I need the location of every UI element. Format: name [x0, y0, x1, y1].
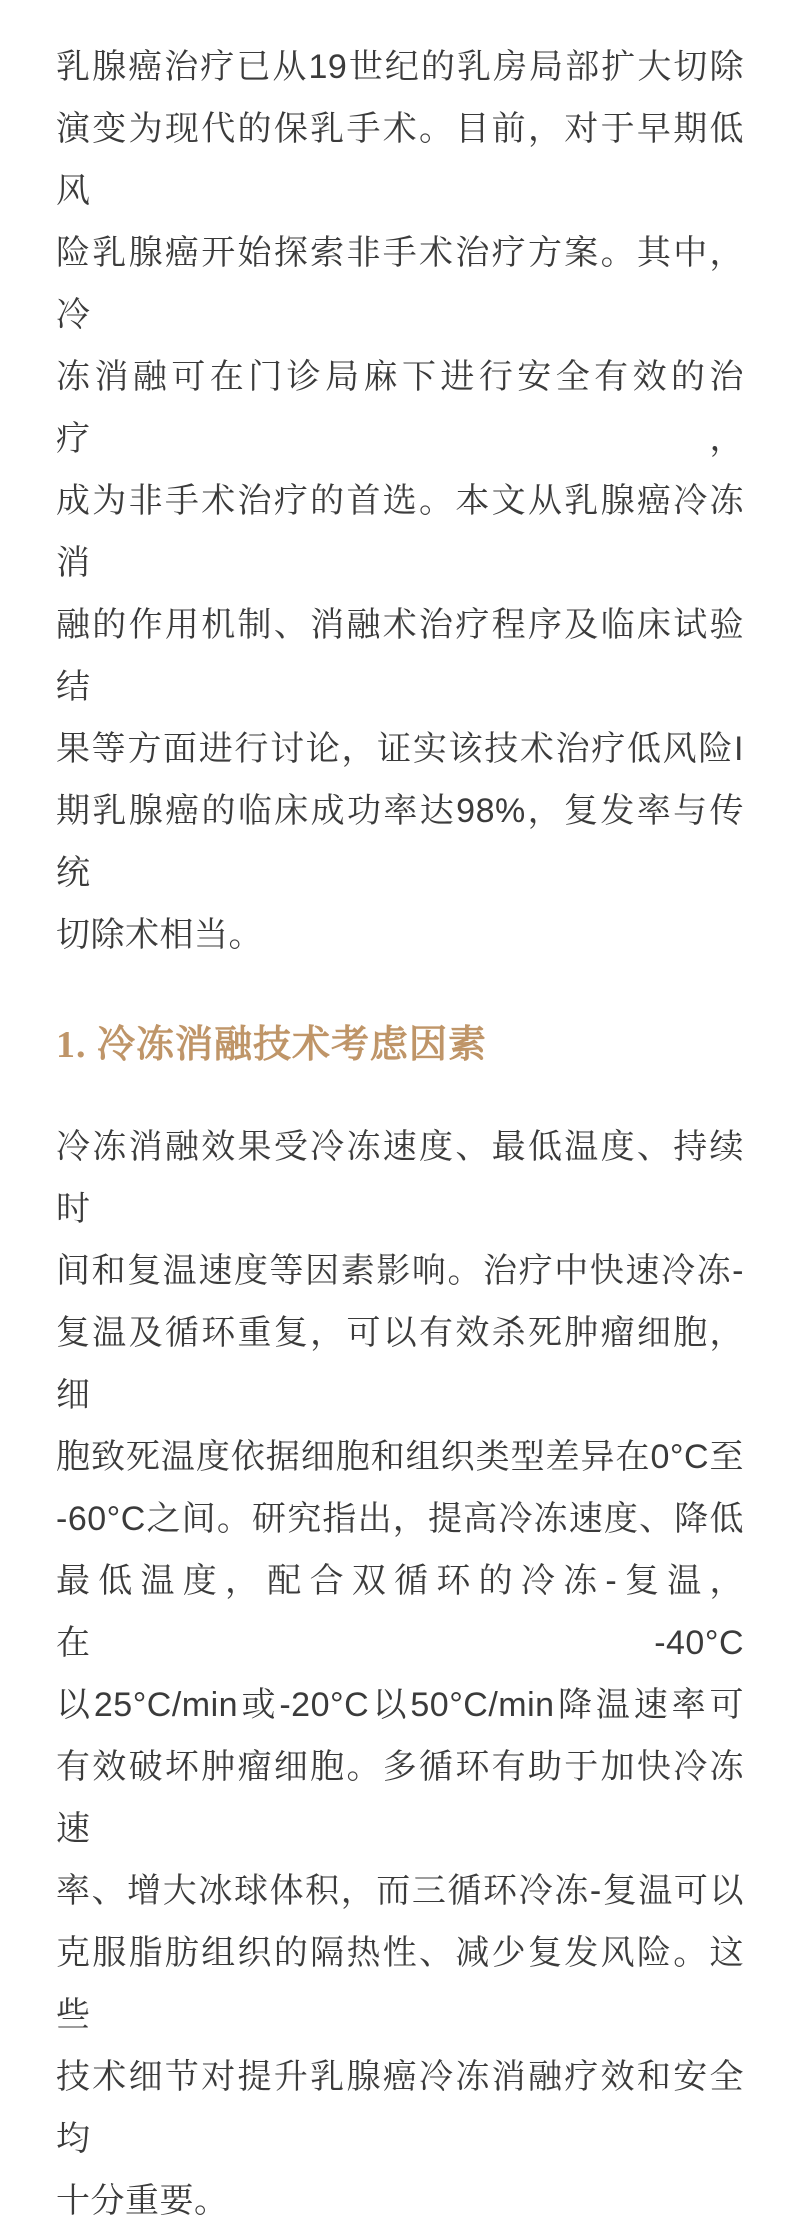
text-line: 率、增大冰球体积，而三循环冷冻-复温可以: [56, 1872, 744, 1910]
section-1-paragraph: [56, 1116, 744, 2232]
text-line: 复温及循环重复，可以有效杀死肿瘤细胞，细: [56, 1314, 744, 1414]
text-line: 胞致死温度依据细胞和组织类型差异在0°C至: [56, 1438, 744, 1476]
text-line: 十分重要。: [56, 2182, 229, 2220]
text-line: 果等方面进行讨论，证实该技术治疗低风险I: [56, 730, 744, 768]
text-line: 成为非手术治疗的首选。本文从乳腺癌冷冻消: [56, 482, 744, 582]
abstract-paragraph: [56, 36, 744, 966]
text-line: 切除术相当。: [56, 916, 263, 954]
section-1-heading: 1. 冷冻消融技术考虑因素: [56, 1024, 488, 1066]
text-line: 有效破坏肿瘤细胞。多循环有助于加快冷冻速: [56, 1748, 744, 1848]
text-line: 最低温度，配合双循环的冷冻-复温，在-40°C: [56, 1562, 744, 1662]
text-line: 技术细节对提升乳腺癌冷冻消融疗效和安全均: [56, 2058, 744, 2158]
text-line: 间和复温速度等因素影响。治疗中快速冷冻-: [56, 1252, 744, 1290]
text-line: 融的作用机制、消融术治疗程序及临床试验结: [56, 606, 744, 706]
text-line: 乳腺癌治疗已从19世纪的乳房局部扩大切除: [56, 48, 744, 86]
text-line: 以25°C/min或-20°C以50°C/min降温速率可: [56, 1686, 744, 1724]
text-line: 期乳腺癌的临床成功率达98%，复发率与传统: [56, 792, 744, 892]
text-line: -60°C之间。研究指出，提高冷冻速度、降低: [56, 1500, 744, 1538]
text-line: 险乳腺癌开始探索非手术治疗方案。其中，冷: [56, 234, 744, 334]
text-line: 克服脂肪组织的隔热性、减少复发风险。这些: [56, 1934, 744, 2034]
text-line: 演变为现代的保乳手术。目前，对于早期低风: [56, 110, 744, 210]
text-line: 冻消融可在门诊局麻下进行安全有效的治疗，: [56, 358, 744, 458]
text-line: 冷冻消融效果受冷冻速度、最低温度、持续时: [56, 1128, 744, 1228]
